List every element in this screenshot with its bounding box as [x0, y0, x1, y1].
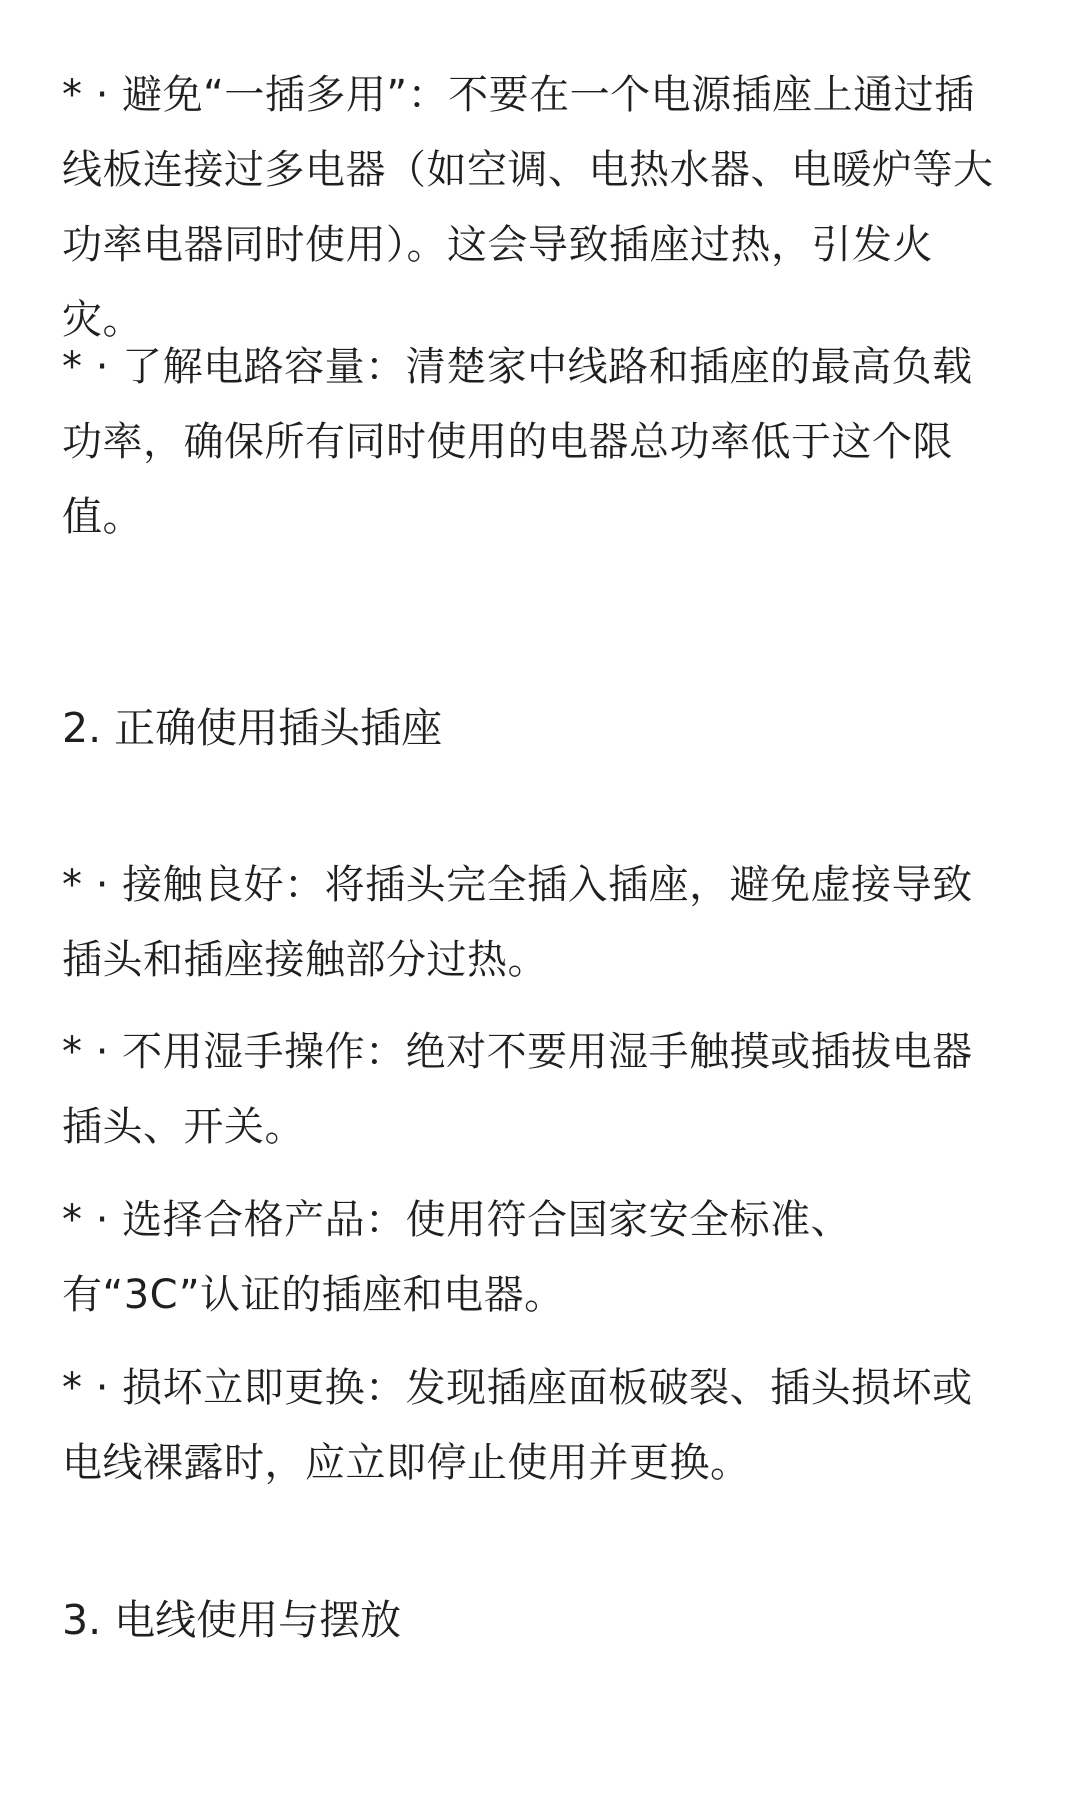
bullet-no-wet-hands: * · 不用湿手操作：绝对不要用湿手触摸或插拔电器 插头、开关。	[62, 1029, 973, 1150]
bullet-avoid-overload: * · 避免“一插多用”：不要在一个电源插座上通过插 线板连接过多电器（如空调、电热水器、电暖炉等大 功率电器同时使用）。这会导致插座过热，引发火 灾。	[62, 72, 994, 343]
section-heading-plugs-sockets: 2. 正确使用插头插座	[62, 704, 443, 752]
section-heading-wire-usage: 3. 电线使用与摆放	[62, 1596, 402, 1644]
bullet-circuit-capacity: * · 了解电路容量：清楚家中线路和插座的最高负载 功率，确保所有同时使用的电器总功率低于这个限 值。	[62, 344, 973, 540]
bullet-qualified-products: * · 选择合格产品：使用符合国家安全标准、 有“3C”认证的插座和电器。	[62, 1197, 852, 1318]
bullet-replace-damaged: * · 损坏立即更换：发现插座面板破裂、插头损坏或 电线裸露时，应立即停止使用并更换。	[62, 1365, 973, 1486]
bullet-good-contact: * · 接触良好：将插头完全插入插座，避免虚接导致 插头和插座接触部分过热。	[62, 862, 973, 983]
